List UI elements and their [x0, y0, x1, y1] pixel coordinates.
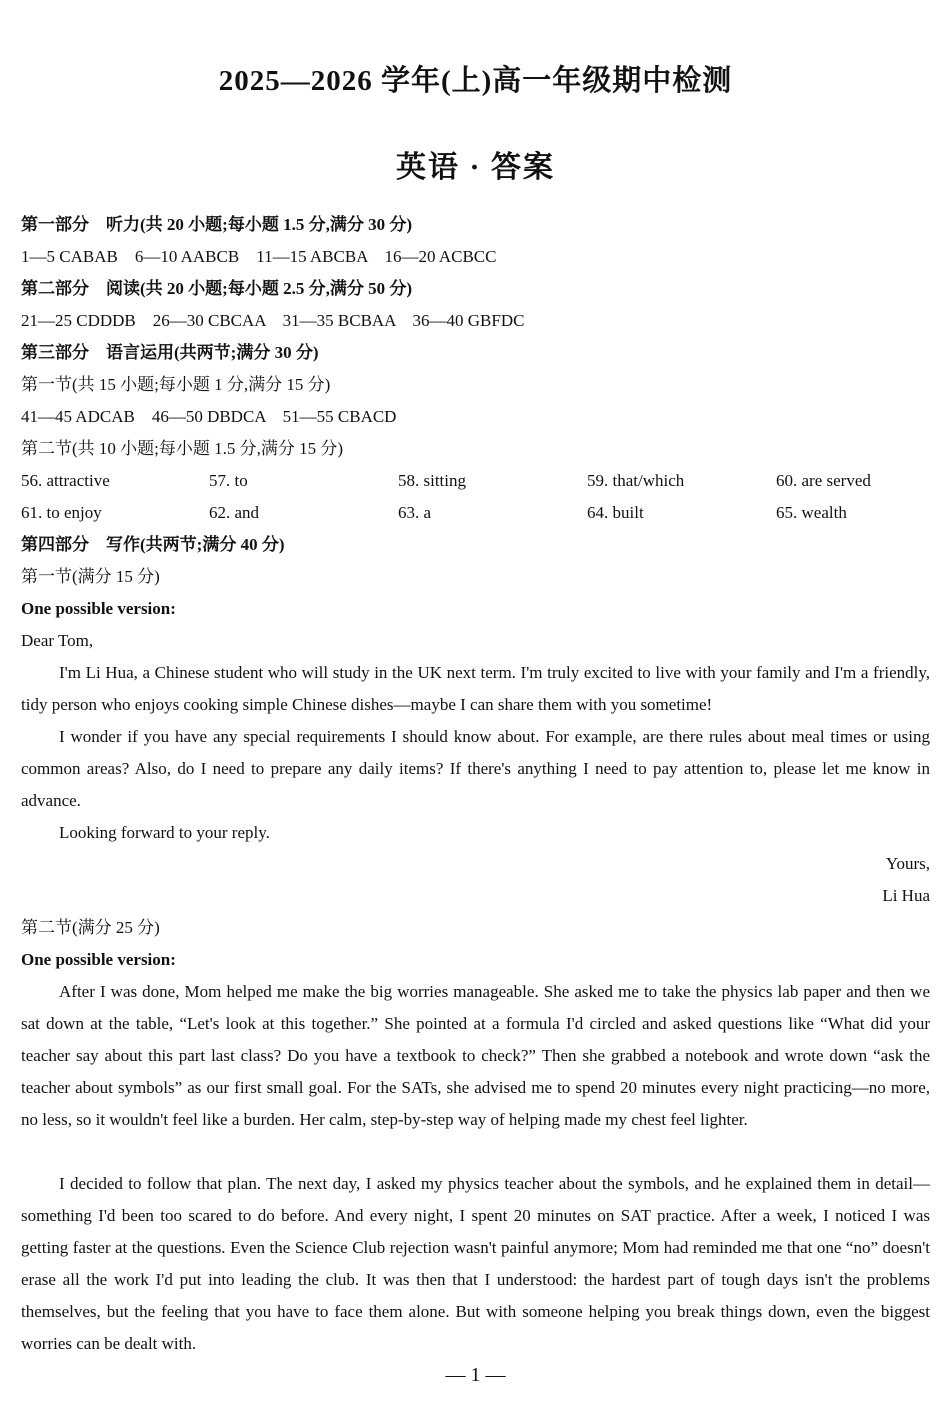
page-title: 2025—2026 学年(上)高一年级期中检测: [218, 65, 733, 97]
part1-answers: 1—5 CABAB 6—10 AABCB 11—15 ABCBA 16—20 ACBCC: [21, 247, 497, 266]
part3-section2-heading: 第二节(共 10 小题;每小题 1.5 分,满分 15 分): [21, 439, 344, 458]
fill-answer-65: 65. wealth: [776, 503, 847, 522]
letter-paragraph-3: Looking forward to your reply.: [59, 823, 270, 842]
letter-paragraph-1: I'm Li Hua, a Chinese student who will study in the UK next term. I'm truly excited to live with your family and I'm a friendly, tidy person who enjoys cooking simple Chinese dishes—maybe I can share them with you sometime!: [21, 663, 930, 714]
story-paragraph-2: I decided to follow that plan. The next day, I asked my physics teacher about the symbols, and he explained them in detail—something I'd been too scared to do before. And every night, I spent 20 minutes on SAT practice. After a week, I noticed I was getting faster at the questions. Even the Science Club rejection wasn't painful anymore; Mom had reminded me that one “no” doesn't erase all the work I'd put into leading the club. It was then that I understood: the hardest part of tough days isn't the problems themselves, but the feeling that you have to face them alone. But with someone helping you break things down, even the biggest worries can be dealt with.: [21, 1174, 930, 1353]
part4-section2-heading: 第二节(满分 25 分): [21, 918, 160, 937]
letter-closing: Yours,: [885, 854, 930, 873]
page-subtitle: 英语 · 答案: [395, 151, 555, 184]
fill-answer-58: 58. sitting: [398, 471, 467, 490]
fill-answer-61: 61. to enjoy: [21, 503, 102, 522]
fill-answer-57: 57. to: [209, 471, 248, 490]
part2-heading: 第二部分 阅读(共 20 小题;每小题 2.5 分,满分 50 分): [21, 279, 412, 298]
part4-section1-heading: 第一节(满分 15 分): [21, 567, 160, 586]
part3-heading: 第三部分 语言运用(共两节;满分 30 分): [21, 343, 319, 362]
part3-section1-heading: 第一节(共 15 小题;每小题 1 分,满分 15 分): [21, 375, 331, 394]
part1-heading: 第一部分 听力(共 20 小题;每小题 1.5 分,满分 30 分): [21, 215, 412, 234]
story-paragraph-1: After I was done, Mom helped me make the big worries manageable. She asked me to take the physics lab paper and then we sat down at the table, “Let's look at this together.” She pointed at a formula I'd circled and asked questions like “What did your teacher say about this part last class? Do you have a textbook to check?” Then she grabbed a notebook and wrote down “ask the teacher about symbols” as our first small goal. For the SATs, she advised me to spend 20 minutes every night practicing—no more, no less, so it wouldn't feel like a burden. Her calm, step-by-step way of helping made my chest feel lighter.: [21, 982, 930, 1129]
fill-answer-60: 60. are served: [776, 471, 871, 490]
version-label-2: One possible version:: [21, 950, 176, 969]
letter-paragraph-2: I wonder if you have any special requirements I should know about. For example, are there rules about meal times or using common areas? Also, do I need to prepare any daily items? If there's anything I need to pay attention to, please let me know in advance.: [21, 727, 930, 810]
part3-section1-answers: 41—45 ADCAB 46—50 DBDCA 51—55 CBACD: [21, 407, 397, 426]
page-number: — 1 —: [445, 1364, 506, 1386]
letter-signature: Li Hua: [882, 886, 930, 905]
letter-greeting: Dear Tom,: [21, 631, 94, 650]
fill-answer-64: 64. built: [587, 503, 644, 522]
fill-answer-62: 62. and: [209, 503, 260, 522]
fill-answer-56: 56. attractive: [21, 471, 110, 490]
fill-answer-59: 59. that/which: [587, 471, 685, 490]
fill-answer-63: 63. a: [398, 503, 432, 522]
version-label-1: One possible version:: [21, 599, 176, 618]
part4-heading: 第四部分 写作(共两节;满分 40 分): [21, 535, 285, 554]
part2-answers: 21—25 CDDDB 26—30 CBCAA 31—35 BCBAA 36—40 GBFDC: [21, 311, 525, 330]
